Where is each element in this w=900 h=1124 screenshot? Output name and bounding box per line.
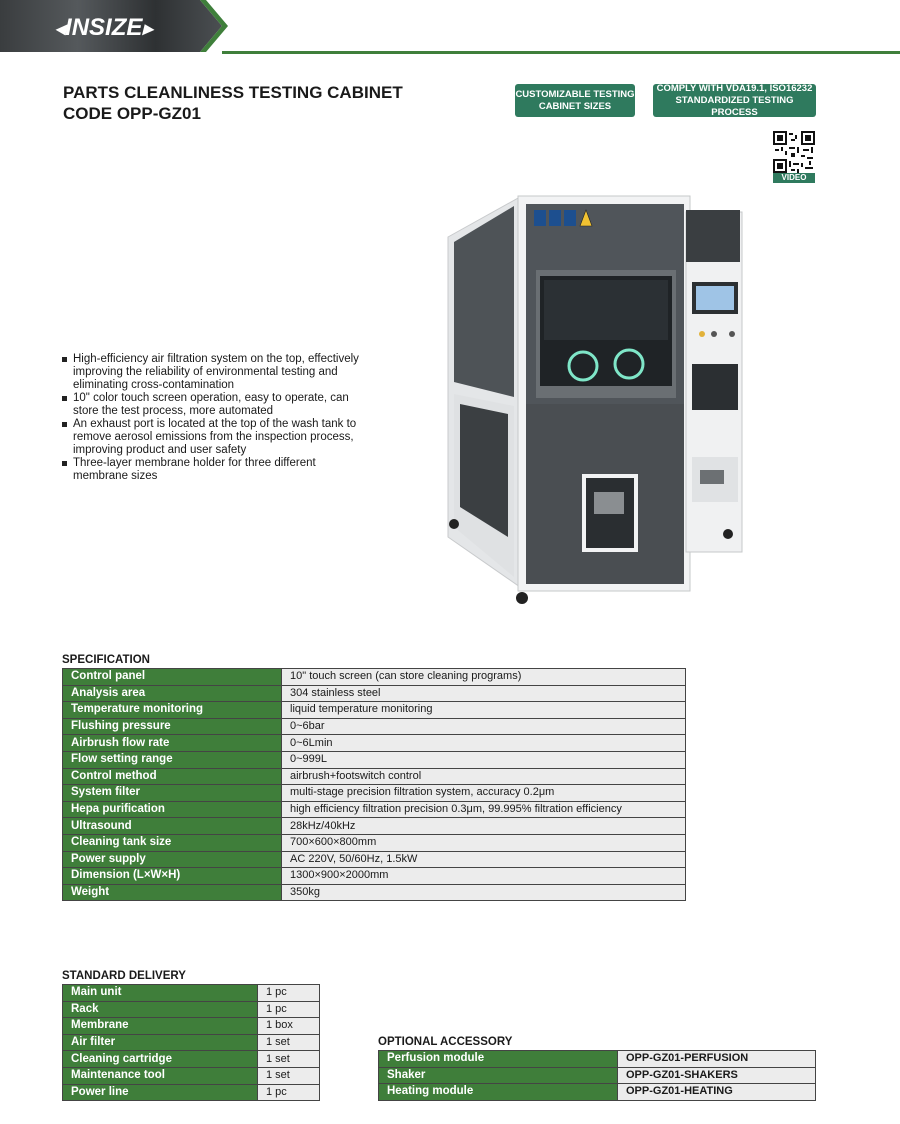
spec-key: System filter	[63, 785, 282, 802]
brand-logo	[55, 14, 152, 42]
spec-value: liquid temperature monitoring	[282, 702, 686, 719]
spec-value: airbrush+footswitch control	[282, 768, 686, 785]
badge-compliance	[653, 84, 816, 117]
badge-customizable	[515, 84, 635, 117]
spec-row	[63, 884, 686, 901]
spec-value: 0~999L	[282, 751, 686, 768]
spec-value: 304 stainless steel	[282, 685, 686, 702]
delivery-value: 1 pc	[258, 1001, 320, 1018]
spec-row	[63, 785, 686, 802]
spec-value: 350kg	[282, 884, 686, 901]
delivery-row	[63, 1084, 320, 1101]
feature-list	[62, 353, 362, 483]
spec-value: 1300×900×2000mm	[282, 868, 686, 885]
spec-row	[63, 669, 686, 686]
specification-title: SPECIFICATION	[62, 654, 150, 666]
delivery-value: 1 set	[258, 1067, 320, 1084]
accessory-row	[379, 1051, 816, 1068]
delivery-row	[63, 1067, 320, 1084]
spec-row	[63, 834, 686, 851]
accessory-value: OPP-GZ01-PERFUSION	[618, 1051, 816, 1068]
accessory-key: Perfusion module	[379, 1051, 618, 1068]
spec-value: high efficiency filtration precision 0.3μm, 99.995% filtration efficiency	[282, 801, 686, 818]
accessory-row	[379, 1084, 816, 1101]
video-label[interactable]: VIDEO	[773, 173, 815, 183]
spec-value: 700×600×800mm	[282, 834, 686, 851]
spec-row	[63, 735, 686, 752]
spec-key: Temperature monitoring	[63, 702, 282, 719]
product-name: PARTS CLEANLINESS TESTING CABINET	[63, 83, 403, 102]
feature-item: Three-layer membrane holder for three different membrane sizes	[62, 457, 362, 483]
spec-key: Power supply	[63, 851, 282, 868]
page-title	[63, 82, 403, 124]
delivery-value: 1 box	[258, 1018, 320, 1035]
specification-table	[62, 668, 686, 901]
arrow-right-icon: ▸	[142, 18, 153, 40]
spec-key: Weight	[63, 884, 282, 901]
arrow-left-icon: ◂	[55, 18, 66, 40]
spec-value: 0~6Lmin	[282, 735, 686, 752]
standard-delivery-table	[62, 984, 320, 1101]
spec-row	[63, 685, 686, 702]
spec-key: Flushing pressure	[63, 718, 282, 735]
badge-compliance-line2: STANDARDIZED TESTING PROCESS	[675, 94, 794, 118]
delivery-key: Rack	[63, 1001, 258, 1018]
spec-key: Ultrasound	[63, 818, 282, 835]
delivery-key: Maintenance tool	[63, 1067, 258, 1084]
accessory-key: Shaker	[379, 1067, 618, 1084]
spec-row	[63, 718, 686, 735]
spec-row	[63, 851, 686, 868]
spec-value: AC 220V, 50/60Hz, 1.5kW	[282, 851, 686, 868]
badge-compliance-line1: COMPLY WITH VDA19.1, ISO16232	[656, 82, 813, 94]
accessory-key: Heating module	[379, 1084, 618, 1101]
spec-key: Airbrush flow rate	[63, 735, 282, 752]
spec-key: Cleaning tank size	[63, 834, 282, 851]
spec-row	[63, 702, 686, 719]
delivery-row	[63, 1001, 320, 1018]
badge-customizable-line2: CABINET SIZES	[538, 100, 612, 112]
delivery-key: Cleaning cartridge	[63, 1051, 258, 1068]
spec-value: 0~6bar	[282, 718, 686, 735]
delivery-key: Membrane	[63, 1018, 258, 1035]
delivery-value: 1 set	[258, 1034, 320, 1051]
spec-key: Hepa purification	[63, 801, 282, 818]
page-header	[0, 0, 900, 56]
feature-item: High-efficiency air filtration system on the top, effectively improving the reliability of environmental testing and eliminating cross-contamination	[62, 353, 362, 392]
spec-row	[63, 768, 686, 785]
delivery-value: 1 pc	[258, 985, 320, 1002]
spec-key: Analysis area	[63, 685, 282, 702]
spec-row	[63, 751, 686, 768]
qr-code-icon[interactable]	[773, 131, 815, 173]
spec-value: 28kHz/40kHz	[282, 818, 686, 835]
delivery-row	[63, 985, 320, 1002]
product-image	[440, 192, 760, 612]
feature-item: 10" color touch screen operation, easy to operate, can store the test process, more automated	[62, 392, 362, 418]
spec-row	[63, 818, 686, 835]
badge-customizable-line1: CUSTOMIZABLE TESTING	[515, 88, 635, 100]
accessory-value: OPP-GZ01-HEATING	[618, 1084, 816, 1101]
delivery-value: 1 set	[258, 1051, 320, 1068]
spec-key: Control panel	[63, 669, 282, 686]
spec-row	[63, 801, 686, 818]
feature-item: An exhaust port is located at the top of the wash tank to remove aerosol emissions from the inspection process, improving product and user safety	[62, 418, 362, 457]
delivery-key: Power line	[63, 1084, 258, 1101]
spec-row	[63, 868, 686, 885]
accessory-value: OPP-GZ01-SHAKERS	[618, 1067, 816, 1084]
optional-accessory-table	[378, 1050, 816, 1101]
spec-value: 10" touch screen (can store cleaning programs)	[282, 669, 686, 686]
spec-key: Flow setting range	[63, 751, 282, 768]
spec-key: Control method	[63, 768, 282, 785]
spec-value: multi-stage precision filtration system, accuracy 0.2μm	[282, 785, 686, 802]
brand-logo-text: INSIZE	[65, 14, 143, 41]
delivery-key: Main unit	[63, 985, 258, 1002]
delivery-key: Air filter	[63, 1034, 258, 1051]
optional-accessory-title: OPTIONAL ACCESSORY	[378, 1036, 513, 1048]
product-code: CODE OPP-GZ01	[63, 104, 201, 123]
header-rule	[222, 51, 900, 54]
delivery-row	[63, 1018, 320, 1035]
delivery-row	[63, 1034, 320, 1051]
delivery-value: 1 pc	[258, 1084, 320, 1101]
delivery-row	[63, 1051, 320, 1068]
accessory-row	[379, 1067, 816, 1084]
standard-delivery-title: STANDARD DELIVERY	[62, 970, 186, 982]
spec-key: Dimension (L×W×H)	[63, 868, 282, 885]
